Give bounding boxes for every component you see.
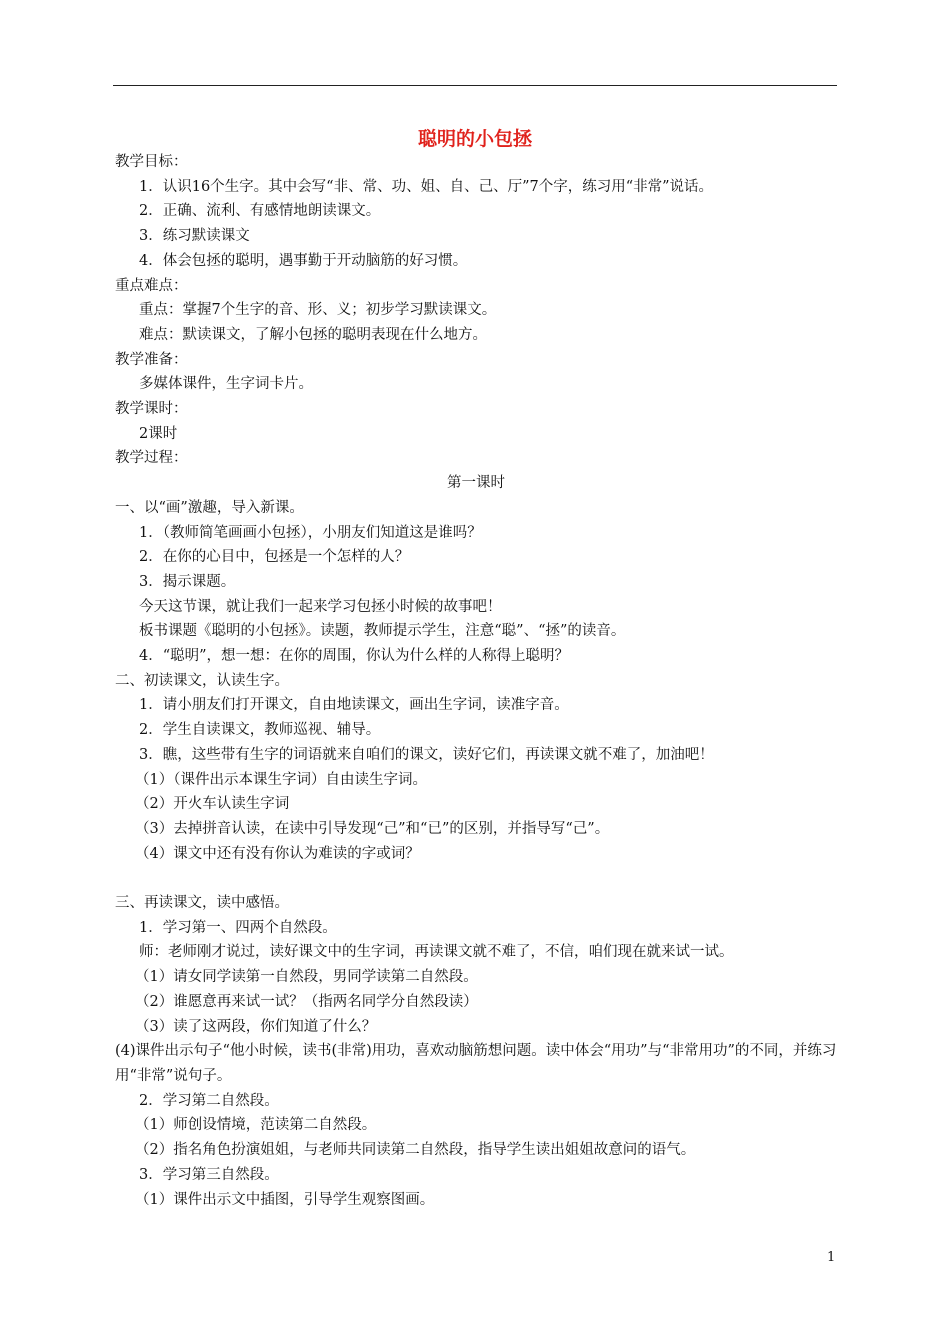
text-line: （3）读了这两段，你们知道了什么？	[135, 1018, 377, 1035]
text-line: 1．认识16个生字。其中会写“非、常、功、姐、自、己、厅”7个字，练习用“非常”说话。	[139, 178, 714, 195]
text-line: （1）（课件出示本课生字词）自由读生字词。	[135, 771, 427, 788]
text-line: 多媒体课件，生字词卡片。	[139, 376, 313, 393]
text-line: 今天这节课，就让我们一起来学习包拯小时候的故事吧！	[139, 598, 502, 615]
page-number: 1	[827, 1250, 836, 1265]
text-line: （1）课件出示文中插图，引导学生观察图画。	[135, 1191, 435, 1208]
text-line: 难点：默读课文，了解小包拯的聪明表现在什么地方。	[139, 326, 487, 343]
text-line: 重点：掌握7个生字的音、形、义；初步学习默读课文。	[139, 302, 497, 319]
text-line: 板书课题《聪明的小包拯》。读题，教师提示学生，注意“聪”、“拯”的读音。	[139, 623, 626, 640]
text-line: 2课时	[139, 425, 178, 442]
text-line: （2）指名角色扮演姐姐，与老师共同读第二自然段，指导学生读出姐姐故意问的语气。	[135, 1142, 696, 1159]
text-line: 1．（教师简笔画画小包拯），小朋友们知道这是谁吗？	[139, 524, 482, 541]
text-line: 第一课时	[447, 475, 505, 492]
text-line: 教学目标：	[115, 154, 188, 170]
text-line: （2）开火车认读生字词	[135, 796, 290, 813]
text-line: （1）师创设情境，范读第二自然段。	[135, 1117, 377, 1134]
text-line: 一、以“画”激趣，导入新课。	[115, 499, 304, 516]
text-line: （1）请女同学读第一自然段，男同学读第二自然段。	[135, 969, 478, 986]
text-line: 3．学习第三自然段。	[139, 1166, 279, 1183]
text-line: （3）去掉拼音认读，在读中引导发现“己”和“已”的区别，并指导写“己”。	[135, 820, 610, 837]
text-line: 3．揭示课题。	[139, 573, 236, 590]
text-line: 重点难点：	[115, 277, 188, 294]
text-line: 师：老师刚才说过，读好课文中的生字词，再读课文就不难了，不信，咱们现在就来试一试。	[139, 944, 734, 961]
text-line: 3．练习默读课文	[139, 228, 250, 245]
text-line: 1．学习第一、四两个自然段。	[139, 919, 337, 936]
text-line: 2．在你的心目中，包拯是一个怎样的人？	[139, 549, 410, 566]
text-line: 2．学习第二自然段。	[139, 1092, 279, 1109]
text-line: 教学过程：	[115, 450, 188, 467]
text-line: 4．体会包拯的聪明，遇事勤于开动脑筋的好习惯。	[139, 252, 468, 269]
text-line: （2）谁愿意再来试一试？（指两名同学分自然段读）	[135, 993, 478, 1010]
text-line: 三、再读课文，读中感悟。	[115, 895, 289, 912]
text-line: 2．正确、流利、有感情地朗读课文。	[139, 203, 381, 220]
text-line: 二、初读课文，认读生字。	[115, 672, 289, 689]
text-line: 4．“聪明”，想一想：在你的周围，你认为什么样的人称得上聪明？	[139, 648, 570, 665]
header-rule	[113, 85, 837, 86]
blank-line	[115, 866, 837, 891]
text-line: 教学准备：	[115, 351, 188, 368]
text-line: （4）课文中还有没有你认为难读的字或词？	[135, 845, 420, 862]
text-line: 2．学生自读课文，教师巡视、辅导。	[139, 722, 381, 739]
document-title: 聪明的小包拯	[417, 128, 532, 150]
text-line: 3．瞧，这些带有生字的词语就来自咱们的课文，读好它们，再读课文就不难了，加油吧！	[139, 746, 714, 763]
text-line: 教学课时：	[115, 401, 188, 418]
text-line: (4)课件出示句子“他小时候，读书(非常)用功，喜欢动脑筋想问题。读中体会“用功”与“非常用功”的不同，并练习用“非常”说句子。	[115, 1043, 837, 1084]
lesson-plan-body	[115, 150, 837, 1212]
text-line: 1．请小朋友们打开课文，自由地读课文，画出生字词，读准字音。	[139, 697, 569, 714]
